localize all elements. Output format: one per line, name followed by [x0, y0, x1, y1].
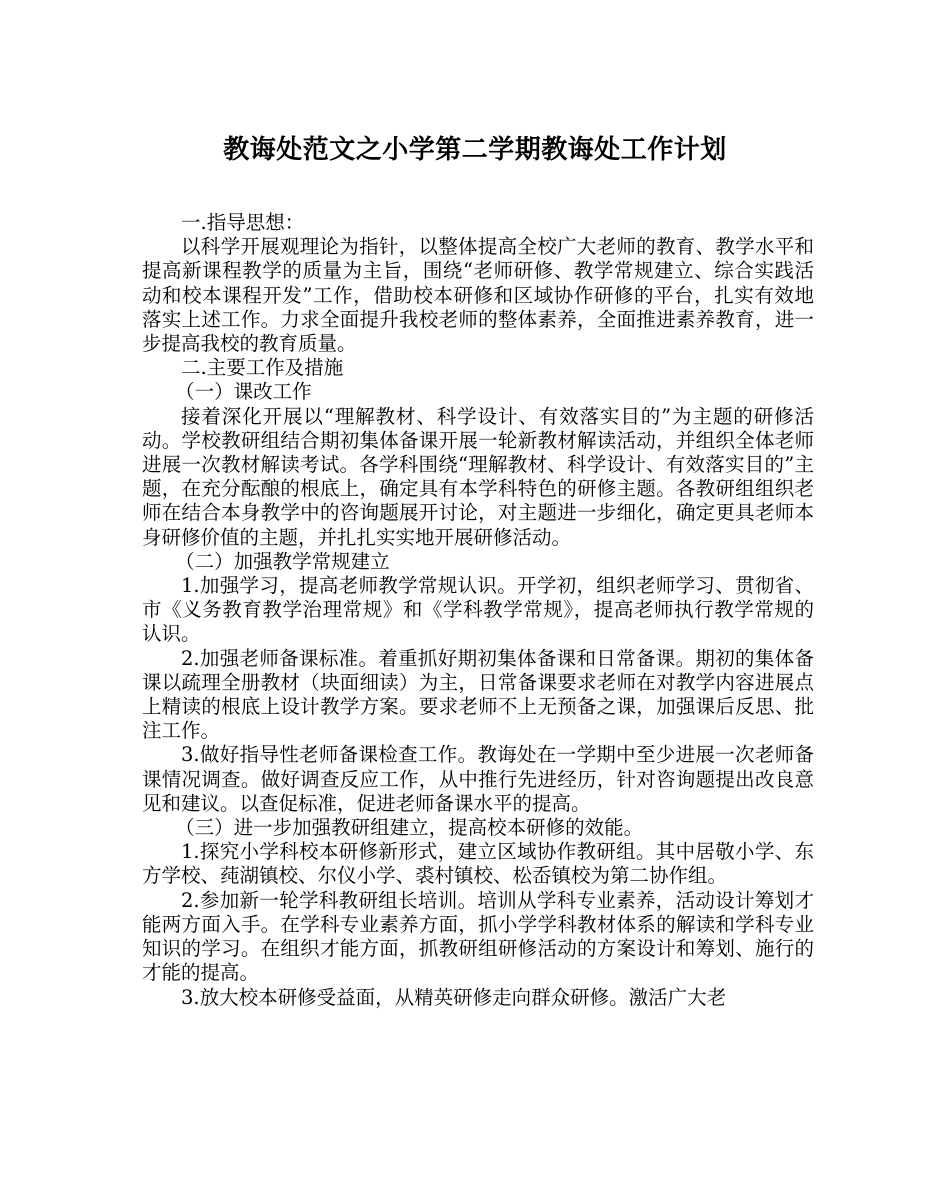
body-paragraph: 1.探究小学科校本研修新形式，建立区域协作教研组。其中居敬小学、东方学校、莼湖镇校、尔仪小学、裘村镇校、松岙镇校为第二协作组。: [142, 840, 814, 888]
document-title: 教诲处范文之小学第二学期教诲处工作计划: [223, 135, 727, 165]
body-paragraph: 以科学开展观理论为指针，以整体提高全校广大老师的教育、教学水平和提高新课程教学的质量为主旨，围绕“老师研修、教学常规建立、综合实践活动和校本课程开发”工作，借助校本研修和区域协作研修的平台，扎实有效地落实上述工作。力求全面提升我校老师的整体素养，全面推进素养教育，进一步提高我校的教育质量。: [142, 235, 814, 356]
subsection-heading: （三）进一步加强教研组建立，提高校本研修的效能。: [175, 816, 644, 840]
body-paragraph: 2.加强老师备课标准。着重抓好期初集体备课和日常备课。期初的集体备课以疏理全册教材（块面细读）为主，日常备课要求老师在对教学内容进展点上精读的根底上设计教学方案。要求老师不上无预备之课，加强课后反思、批注工作。: [142, 646, 814, 743]
subsection-heading: （一）课改工作: [175, 380, 312, 404]
body-paragraph: 接着深化开展以“理解教材、科学设计、有效落实目的”为主题的研修活动。学校教研组结合期初集体备课开展一轮新教材解读活动，并组织全体老师进展一次教材解读考试。各学科围绕“理解教材、科学设计、有效落实目的”主题，在充分酝酿的根底上，确定具有本学科特色的研修主题。各教研组组织老师在结合本身教学中的咨询题展开讨论，对主题进一步细化，确定更具老师本身研修价值的主题，并扎扎实实地开展研修活动。: [142, 404, 814, 549]
section-heading: 一.指导思想：: [181, 211, 305, 234]
subsection-heading: （二）加强教学常规建立: [175, 549, 390, 573]
document-body: [142, 211, 814, 1010]
body-paragraph: 1.加强学习，提高老师教学常规认识。开学初，组织老师学习、贯彻省、市《义务教育教学治理常规》和《学科教学常规》，提高老师执行教学常规的认识。: [142, 574, 814, 646]
body-paragraph: 3.做好指导性老师备课检查工作。教诲处在一学期中至少进展一次老师备课情况调查。做好调查反应工作，从中推行先进经历，针对咨询题提出改良意见和建议。以查促标准，促进老师备课水平的提高。: [142, 743, 814, 815]
body-paragraph: 3.放大校本研修受益面，从精英研修走向群众研修。激活广大老: [181, 985, 727, 1009]
section-heading: 二.主要工作及措施: [181, 356, 344, 380]
body-paragraph: 2.参加新一轮学科教研组长培训。培训从学科专业素养，活动设计筹划才能两方面入手。在学科专业素养方面，抓小学学科教材体系的解读和学科专业知识的学习。在组织才能方面，抓教研组研修活动的方案设计和筹划、施行的才能的提高。: [142, 888, 814, 985]
